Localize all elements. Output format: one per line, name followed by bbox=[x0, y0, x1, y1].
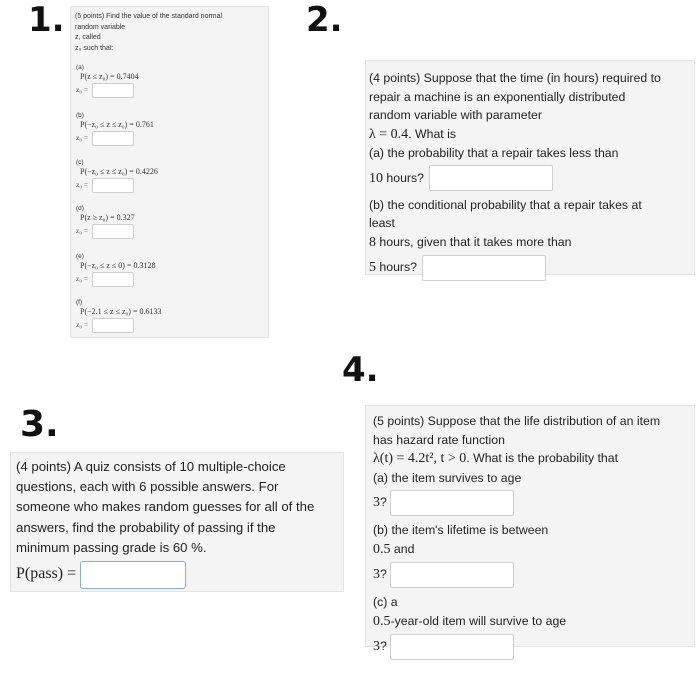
q4-part-b-answer-row bbox=[373, 559, 694, 589]
q4-text: . What is the probability that bbox=[466, 451, 619, 465]
q4-text: and bbox=[390, 541, 415, 556]
q1-part-d bbox=[76, 205, 135, 239]
q1-equation: P(z ≥ z₀) = 0.327 bbox=[80, 213, 135, 222]
z0-label: z₀ = bbox=[76, 85, 89, 94]
hours-value: 10 bbox=[369, 170, 383, 186]
q3-text-line: questions, each with 6 possible answers. For bbox=[16, 479, 279, 495]
q4-hazard-line bbox=[373, 449, 694, 469]
q4-c-answer-input[interactable] bbox=[390, 634, 514, 660]
q1-equation: P(−2.1 ≤ z ≤ z₀) = 0.6133 bbox=[80, 307, 162, 316]
q4-text-line bbox=[373, 612, 694, 632]
q2-parameter-line bbox=[369, 125, 694, 145]
q4-text: -year-old item will survive to age bbox=[390, 613, 567, 628]
q4-a-answer-input[interactable] bbox=[390, 490, 514, 516]
q4-part-c-text: (c) a bbox=[373, 595, 398, 609]
q1-intro-line: (5 points) Find the value of the standard normal bbox=[75, 13, 223, 20]
q1-part-e bbox=[76, 253, 155, 287]
lambda-value: λ = 0.4 bbox=[369, 126, 409, 142]
q1-c-answer-input[interactable] bbox=[92, 178, 134, 193]
q2-b-answer-input[interactable] bbox=[422, 255, 546, 281]
z0-label: z₀ = bbox=[76, 274, 89, 283]
q1-part-label: (c) bbox=[76, 159, 84, 166]
q2-text: hours? bbox=[376, 260, 418, 274]
q1-equation: P(z ≤ z₀) = 0.7404 bbox=[80, 72, 139, 81]
q2-text-line: least bbox=[369, 216, 395, 230]
q2-text-line bbox=[369, 233, 694, 253]
q1-part-label: (a) bbox=[76, 64, 84, 71]
q2-text: hours? bbox=[383, 170, 425, 185]
q4-text-line: (5 points) Suppose that the life distribution of an item bbox=[373, 414, 661, 428]
question-mark: ? bbox=[380, 495, 387, 509]
question-number-1: 1. bbox=[28, 0, 65, 40]
question-number-2: 2. bbox=[306, 0, 343, 40]
q3-answer-input[interactable] bbox=[80, 561, 186, 589]
q4-part-c-answer-row bbox=[373, 631, 694, 661]
q4-text-line bbox=[373, 540, 694, 560]
q1-intro-line: z₀ such that: bbox=[75, 44, 114, 52]
q1-part-label: (e) bbox=[76, 253, 84, 260]
q3-text-line: minimum passing grade is 60 %. bbox=[16, 539, 207, 555]
q2-part-a-answer-row bbox=[369, 163, 694, 193]
question-mark: ? bbox=[380, 639, 387, 653]
q4-part-a-answer-row bbox=[373, 487, 694, 517]
q1-equation: P(−z₀ ≤ z ≤ 0) = 0.3128 bbox=[80, 261, 156, 270]
age-value: 0.5 bbox=[373, 613, 391, 629]
q3-text-line: (4 points) A quiz consists of 10 multiple-choice bbox=[16, 459, 286, 474]
q2-text-line: random variable with parameter bbox=[369, 108, 542, 122]
q1-e-answer-input[interactable] bbox=[92, 272, 134, 287]
question-4-panel bbox=[365, 405, 695, 654]
q3-text-line: someone who makes random guesses for all of the bbox=[16, 499, 315, 515]
question-number-3: 3. bbox=[20, 404, 59, 445]
z0-label: z₀ = bbox=[76, 133, 89, 142]
q1-equation: P(−z₀ ≤ z ≤ z₀) = 0.761 bbox=[80, 120, 154, 129]
q2-part-b-text: (b) the conditional probability that a repair takes at bbox=[369, 197, 642, 212]
q1-part-a bbox=[76, 64, 139, 98]
q4-part-b-text: (b) the item's lifetime is between bbox=[373, 523, 549, 537]
q4-part-a-text: (a) the item survives to age bbox=[373, 470, 522, 485]
question-3-panel bbox=[10, 452, 344, 592]
q1-part-f bbox=[76, 299, 161, 333]
q2-a-answer-input[interactable] bbox=[429, 165, 553, 191]
z0-label: z₀ = bbox=[76, 180, 89, 189]
q4-text-line: has hazard rate function bbox=[373, 432, 505, 447]
q3-answer-row bbox=[16, 558, 343, 590]
p-pass-label: P(pass) = bbox=[16, 565, 77, 583]
question-2-panel bbox=[365, 60, 695, 275]
q2-text-line: (4 points) Suppose that the time (in hours) required to bbox=[369, 71, 661, 85]
z0-label: z₀ = bbox=[76, 226, 89, 235]
age-value: 3 bbox=[373, 495, 380, 510]
z0-label: z₀ = bbox=[76, 320, 89, 329]
q1-intro-line: random variable bbox=[75, 23, 126, 31]
q1-part-label: (d) bbox=[76, 205, 84, 212]
hours-value: 8 bbox=[369, 234, 376, 250]
q1-intro-line: z, called bbox=[75, 34, 101, 41]
hazard-function: λ(t) = 4.2t², t > 0 bbox=[373, 451, 467, 466]
q1-b-answer-input[interactable] bbox=[92, 131, 134, 146]
q1-intro bbox=[75, 12, 268, 54]
hours-value: 5 bbox=[369, 260, 376, 275]
q2-part-b-answer-row bbox=[369, 252, 694, 282]
q1-part-c bbox=[76, 159, 158, 193]
question-1-panel bbox=[70, 6, 269, 338]
q2-text: . What is bbox=[408, 126, 457, 141]
q1-part-b bbox=[76, 112, 154, 146]
q2-text-line: repair a machine is an exponentially distributed bbox=[369, 89, 626, 104]
q4-b-answer-input[interactable] bbox=[390, 562, 514, 588]
q1-equation: P(−z₀ ≤ z ≤ z₀) = 0.4226 bbox=[80, 167, 158, 176]
question-number-4: 4. bbox=[342, 350, 379, 390]
q1-part-label: (f) bbox=[76, 299, 83, 306]
q2-part-a-text: (a) the probability that a repair takes less than bbox=[369, 146, 619, 160]
q1-a-answer-input[interactable] bbox=[92, 83, 134, 98]
q2-text: hours, given that it takes more than bbox=[376, 234, 572, 249]
q1-f-answer-input[interactable] bbox=[92, 318, 134, 333]
age-value: 0.5 bbox=[373, 541, 391, 557]
question-mark: ? bbox=[380, 567, 387, 581]
age-value: 3 bbox=[373, 567, 380, 582]
q1-part-label: (b) bbox=[76, 112, 84, 119]
age-value: 3 bbox=[373, 639, 380, 654]
q1-d-answer-input[interactable] bbox=[92, 224, 134, 239]
q3-text-line: answers, find the probability of passing if the bbox=[16, 519, 276, 535]
